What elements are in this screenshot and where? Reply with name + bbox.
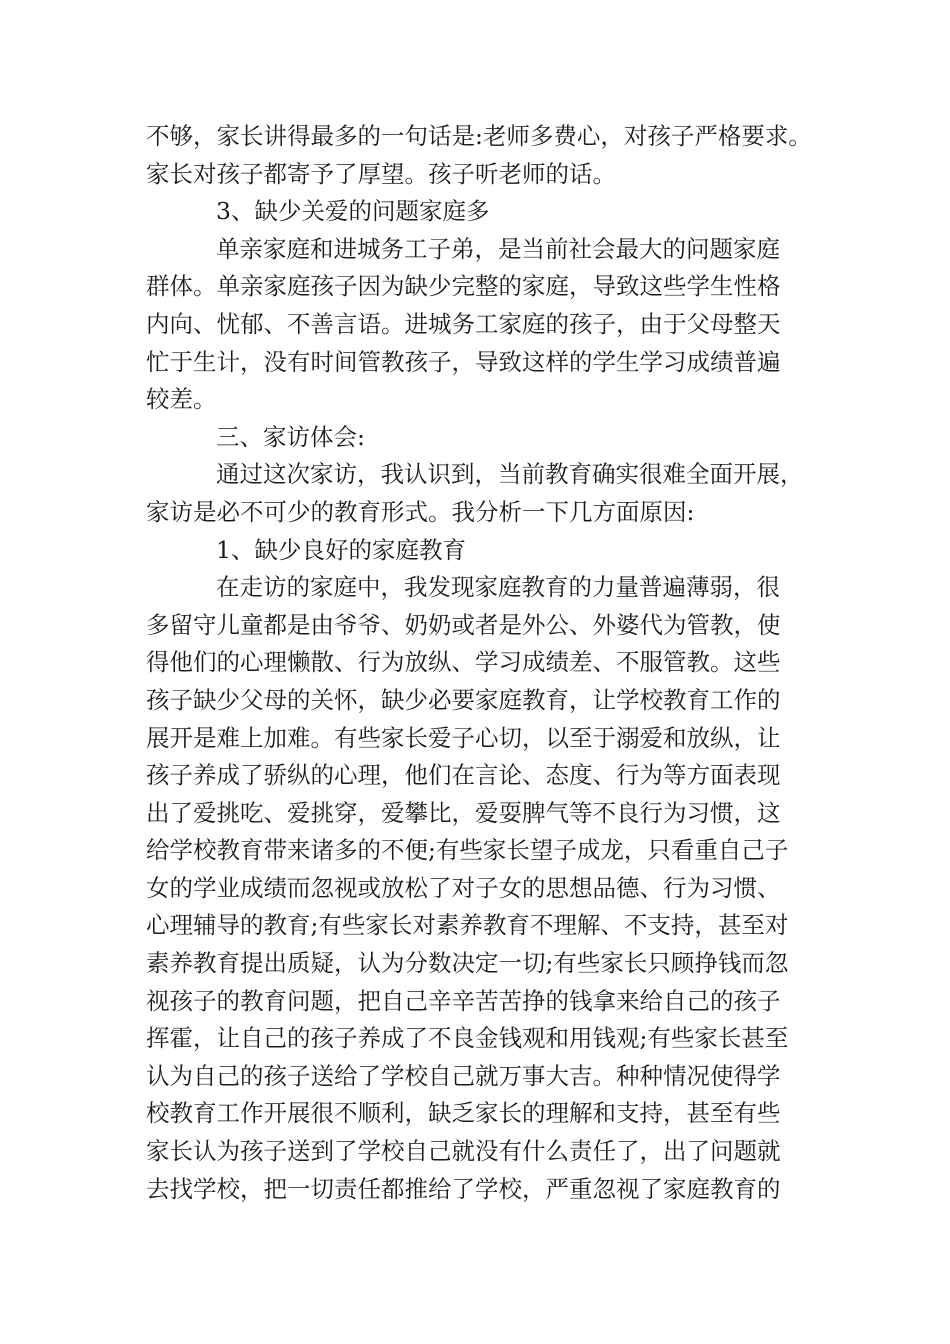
text-line: 去找学校，把一切责任都推给了学校，严重忽视了家庭教育的 (146, 1174, 781, 1203)
document-body (146, 118, 826, 1208)
text-line: 家访是必不可少的教育形式。我分析一下几方面原因: (146, 497, 695, 526)
text-line: 校教育工作开展很不顺利，缺乏家长的理解和支持，甚至有些 (146, 1099, 781, 1128)
paragraph-start-line: 单亲家庭和进城务工子弟，是当前社会最大的问题家庭 (216, 234, 780, 263)
text-line: 内向、忧郁、不善言语。进城务工家庭的孩子，由于父母整天 (146, 309, 781, 338)
text-line: 视孩子的教育问题，把自己辛辛苦苦挣的钱拿来给自己的孩子 (146, 986, 781, 1015)
text-line: 较差。 (146, 385, 217, 414)
section-heading: 3、缺少关爱的问题家庭多 (216, 197, 490, 226)
text-line: 给学校教育带来诸多的不便;有些家长望子成龙，只看重自己子 (146, 836, 789, 865)
text-line: 女的学业成绩而忽视或放松了对子女的思想品德、行为习惯、 (146, 873, 781, 902)
paragraph-start-line: 在走访的家庭中，我发现家庭教育的力量普遍薄弱，很 (216, 573, 780, 602)
text-line: 不够，家长讲得最多的一句话是:老师多费心，对孩子严格要求。 (146, 122, 812, 150)
text-line: 家长对孩子都寄予了厚望。孩子听老师的话。 (146, 159, 616, 188)
text-line: 孩子养成了骄纵的心理，他们在言论、态度、行为等方面表现 (146, 761, 781, 790)
text-line: 群体。单亲家庭孩子因为缺少完整的家庭，导致这些学生性格 (146, 272, 781, 301)
text-line: 素养教育提出质疑，认为分数决定一切;有些家长只顾挣钱而忽 (146, 949, 789, 978)
section-heading: 1、缺少良好的家庭教育 (216, 535, 466, 564)
section-heading: 三、家访体会: (216, 422, 365, 451)
text-line: 认为自己的孩子送给了学校自己就万事大吉。种种情况使得学 (146, 1061, 781, 1090)
text-line: 得他们的心理懒散、行为放纵、学习成绩差、不服管教。这些 (146, 648, 781, 677)
paragraph-start-line: 通过这次家访，我认识到，当前教育确实很难全面开展， (216, 460, 804, 489)
text-line: 挥霍，让自己的孩子养成了不良金钱观和用钱观;有些家长甚至 (146, 1024, 789, 1053)
text-line: 展开是难上加难。有些家长爱子心切，以至于溺爱和放纵，让 (146, 723, 781, 752)
text-line: 出了爱挑吃、爱挑穿，爱攀比，爱耍脾气等不良行为习惯，这 (146, 798, 781, 827)
text-line: 忙于生计，没有时间管教孩子，导致这样的学生学习成绩普遍 (146, 347, 781, 376)
text-line: 心理辅导的教育;有些家长对素养教育不理解、不支持，甚至对 (146, 911, 789, 940)
text-line: 多留守儿童都是由爷爷、奶奶或者是外公、外婆代为管教，使 (146, 610, 781, 639)
text-line: 孩子缺少父母的关怀，缺少必要家庭教育，让学校教育工作的 (146, 685, 781, 714)
text-line: 家长认为孩子送到了学校自己就没有什么责任了，出了问题就 (146, 1137, 781, 1166)
